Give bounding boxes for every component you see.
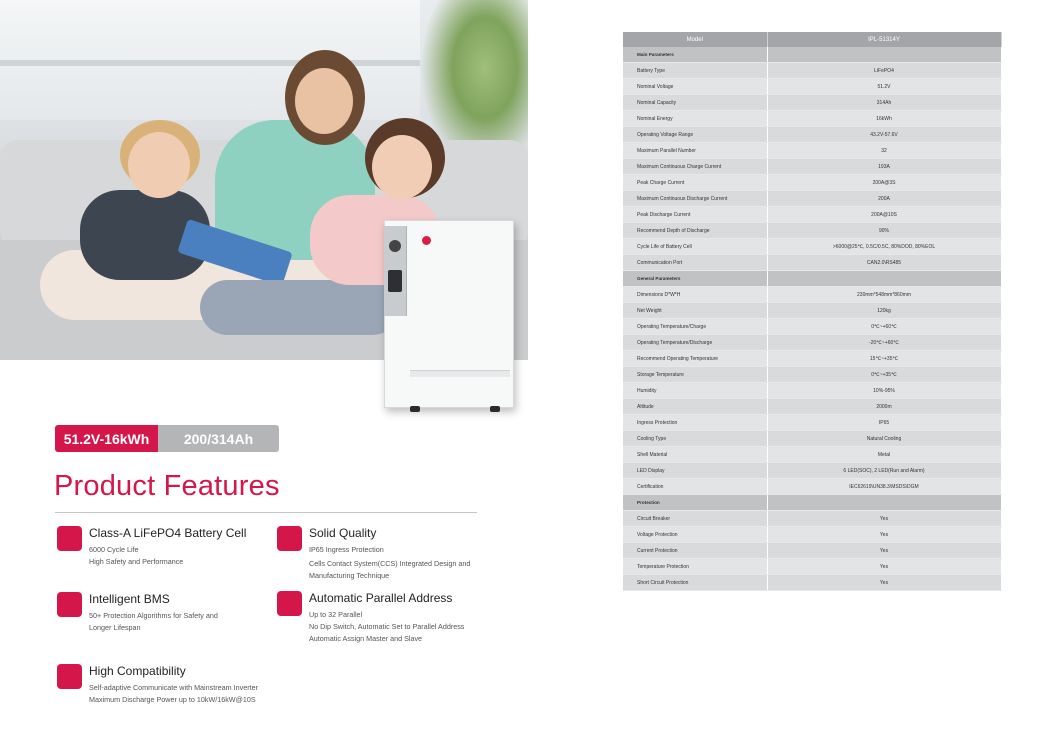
table-cell-parameter: Recommend Operating Temperature bbox=[623, 351, 767, 367]
table-row bbox=[623, 127, 1001, 143]
table-cell-parameter: Operating Temperature/Charge bbox=[623, 319, 767, 335]
feature-description: Self-adaptive Communicate with Mainstream Inverter Maximum Discharge Power up to 10kW/16kW@10S bbox=[89, 683, 258, 704]
table-cell-parameter: Circuit Breaker bbox=[623, 511, 767, 527]
table-section-label: General Parameters bbox=[623, 271, 767, 287]
table-row bbox=[623, 175, 1001, 191]
table-cell-value: 0℃~+35℃ bbox=[767, 367, 1001, 383]
table-row bbox=[623, 79, 1001, 95]
table-cell-value: 90% bbox=[767, 223, 1001, 239]
spec-table-body bbox=[623, 47, 1001, 591]
table-row bbox=[623, 399, 1001, 415]
table-section-spacer bbox=[767, 271, 1001, 287]
table-row bbox=[623, 159, 1001, 175]
table-row bbox=[623, 431, 1001, 447]
table-row bbox=[623, 351, 1001, 367]
table-cell-parameter: Short Circuit Protection bbox=[623, 575, 767, 591]
table-header-row bbox=[623, 32, 1001, 47]
table-section-row bbox=[623, 271, 1001, 287]
feature-description: 50+ Protection Algorithms for Safety and Longer Lifespan bbox=[89, 611, 218, 632]
section-title: Product Features bbox=[54, 470, 280, 502]
table-section-row bbox=[623, 47, 1001, 63]
feature-battery-cell bbox=[57, 526, 277, 576]
spec-table bbox=[623, 32, 1002, 591]
table-cell-value: 10%-95% bbox=[767, 383, 1001, 399]
spec-badge bbox=[55, 425, 279, 452]
table-row bbox=[623, 143, 1001, 159]
table-row bbox=[623, 463, 1001, 479]
table-cell-parameter: Shell Material bbox=[623, 447, 767, 463]
girl-legs bbox=[200, 280, 400, 335]
battery-foot-right bbox=[490, 406, 500, 412]
table-cell-value: Yes bbox=[767, 559, 1001, 575]
table-section-spacer bbox=[767, 495, 1001, 511]
table-cell-value: 120kg bbox=[767, 303, 1001, 319]
table-cell-parameter: Storage Temperature bbox=[623, 367, 767, 383]
window-frame bbox=[0, 60, 420, 66]
table-row bbox=[623, 479, 1001, 495]
table-cell-value: CAN2.0\RS485 bbox=[767, 255, 1001, 271]
table-section-label: Main Parameters bbox=[623, 47, 767, 63]
table-cell-value: 16kWh bbox=[767, 111, 1001, 127]
feature-description: IP65 Ingress Protection Cells Contact System(CCS) Integrated Design and Manufacturing Technique bbox=[309, 545, 471, 580]
table-cell-parameter: Peak Discharge Current bbox=[623, 207, 767, 223]
table-cell-parameter: Nominal Voltage bbox=[623, 79, 767, 95]
table-cell-value: 200A@10S bbox=[767, 207, 1001, 223]
table-cell-value: IEC62619\UN38.3\MSDS\DGM bbox=[767, 479, 1001, 495]
table-cell-value: 200A@3S bbox=[767, 175, 1001, 191]
battery-breaker-switch bbox=[388, 270, 402, 292]
table-cell-parameter: Battery Type bbox=[623, 63, 767, 79]
table-cell-parameter: Nominal Capacity bbox=[623, 95, 767, 111]
feature-title: Intelligent BMS bbox=[89, 592, 170, 606]
table-cell-parameter: Certification bbox=[623, 479, 767, 495]
feature-bullet-icon bbox=[57, 592, 82, 617]
table-cell-parameter: Dimensions D*W*H bbox=[623, 287, 767, 303]
table-cell-value: Metal bbox=[767, 447, 1001, 463]
feature-title: High Compatibility bbox=[89, 664, 186, 678]
feature-description: Up to 32 Parallel No Dip Switch, Automatic Set to Parallel Address Automatic Assign Master and Slave bbox=[309, 610, 465, 643]
table-cell-value: 193A bbox=[767, 159, 1001, 175]
section-divider bbox=[55, 512, 477, 513]
feature-title: Class-A LiFePO4 Battery Cell bbox=[89, 526, 247, 540]
table-cell-parameter: Recommend Depth of Discharge bbox=[623, 223, 767, 239]
table-cell-value: 15℃~+35℃ bbox=[767, 351, 1001, 367]
badge-voltage-energy: 51.2V-16kWh bbox=[55, 425, 158, 452]
table-cell-value: -20℃~+60℃ bbox=[767, 335, 1001, 351]
table-row bbox=[623, 303, 1001, 319]
mother-face bbox=[295, 68, 353, 134]
table-cell-parameter: Nominal Energy bbox=[623, 111, 767, 127]
table-row bbox=[623, 255, 1001, 271]
table-row bbox=[623, 223, 1001, 239]
table-row bbox=[623, 383, 1001, 399]
table-cell-value: 314Ah bbox=[767, 95, 1001, 111]
table-row bbox=[623, 543, 1001, 559]
table-cell-value: 230mm*548mm*860mm bbox=[767, 287, 1001, 303]
table-row bbox=[623, 415, 1001, 431]
table-cell-parameter: LED Display bbox=[623, 463, 767, 479]
table-cell-value: IP65 bbox=[767, 415, 1001, 431]
feature-description: 6000 Cycle Life High Safety and Performance bbox=[89, 545, 184, 566]
feature-title: Automatic Parallel Address bbox=[309, 591, 453, 605]
badge-capacity: 200/314Ah bbox=[158, 425, 279, 452]
table-row bbox=[623, 287, 1001, 303]
table-cell-parameter: Voltage Protection bbox=[623, 527, 767, 543]
brand-logo-icon bbox=[422, 236, 431, 245]
table-cell-parameter: Maximum Parallel Number bbox=[623, 143, 767, 159]
table-cell-value: Yes bbox=[767, 575, 1001, 591]
table-row bbox=[623, 111, 1001, 127]
table-row bbox=[623, 575, 1001, 591]
table-section-row bbox=[623, 495, 1001, 511]
table-cell-value: 32 bbox=[767, 143, 1001, 159]
table-cell-value: Yes bbox=[767, 527, 1001, 543]
table-row bbox=[623, 559, 1001, 575]
table-section-label: Protection bbox=[623, 495, 767, 511]
table-cell-value: Natural Cooling bbox=[767, 431, 1001, 447]
table-row bbox=[623, 511, 1001, 527]
table-cell-parameter: Cycle Life of Battery Cell bbox=[623, 239, 767, 255]
girl-face bbox=[372, 135, 432, 199]
table-cell-value: 6 LED(SOC), 2 LED(Run and Alarm) bbox=[767, 463, 1001, 479]
feature-solid-quality bbox=[277, 526, 497, 586]
table-cell-parameter: Communication Port bbox=[623, 255, 767, 271]
table-cell-parameter: Maximum Continuous Discharge Current bbox=[623, 191, 767, 207]
table-cell-parameter: Altitude bbox=[623, 399, 767, 415]
feature-bullet-icon bbox=[57, 664, 82, 689]
table-row bbox=[623, 367, 1001, 383]
table-row bbox=[623, 335, 1001, 351]
table-cell-value: 43.2V-57.6V bbox=[767, 127, 1001, 143]
table-row bbox=[623, 527, 1001, 543]
table-cell-parameter: Humidity bbox=[623, 383, 767, 399]
table-cell-parameter: Peak Charge Current bbox=[623, 175, 767, 191]
table-cell-value: Yes bbox=[767, 543, 1001, 559]
battery-foot-left bbox=[410, 406, 420, 412]
table-header-model-label: Model bbox=[623, 32, 767, 47]
table-cell-value: 0℃~+60℃ bbox=[767, 319, 1001, 335]
boy-face bbox=[128, 132, 190, 198]
table-cell-parameter: Cooling Type bbox=[623, 431, 767, 447]
table-row bbox=[623, 447, 1001, 463]
table-row bbox=[623, 207, 1001, 223]
feature-compatibility bbox=[57, 664, 297, 714]
table-cell-value: 51.2V bbox=[767, 79, 1001, 95]
table-row bbox=[623, 319, 1001, 335]
table-row bbox=[623, 191, 1001, 207]
table-cell-value: LiFePO4 bbox=[767, 63, 1001, 79]
table-section-spacer bbox=[767, 47, 1001, 63]
table-cell-parameter: Operating Voltage Range bbox=[623, 127, 767, 143]
table-cell-value: 2000m bbox=[767, 399, 1001, 415]
feature-intelligent-bms bbox=[57, 592, 277, 642]
table-cell-parameter: Ingress Protection bbox=[623, 415, 767, 431]
feature-bullet-icon bbox=[277, 591, 302, 616]
battery-terminal-icon bbox=[389, 240, 401, 252]
table-cell-parameter: Net Weight bbox=[623, 303, 767, 319]
table-row bbox=[623, 95, 1001, 111]
feature-bullet-icon bbox=[277, 526, 302, 551]
battery-led-strip bbox=[410, 370, 510, 377]
table-cell-parameter: Maximum Continuous Charge Current bbox=[623, 159, 767, 175]
table-cell-value: >6000@25℃, 0.5C/0.5C, 80%DOD, 80%EOL bbox=[767, 239, 1001, 255]
table-row bbox=[623, 239, 1001, 255]
feature-parallel-address bbox=[277, 591, 497, 651]
feature-bullet-icon bbox=[57, 526, 82, 551]
table-cell-value: 200A bbox=[767, 191, 1001, 207]
table-cell-parameter: Current Protection bbox=[623, 543, 767, 559]
feature-title: Solid Quality bbox=[309, 526, 377, 540]
table-cell-parameter: Operating Temperature/Discharge bbox=[623, 335, 767, 351]
table-cell-parameter: Temperature Protection bbox=[623, 559, 767, 575]
table-cell-value: Yes bbox=[767, 511, 1001, 527]
table-row bbox=[623, 63, 1001, 79]
table-header-model-value: IPL-51314Y bbox=[767, 32, 1001, 47]
